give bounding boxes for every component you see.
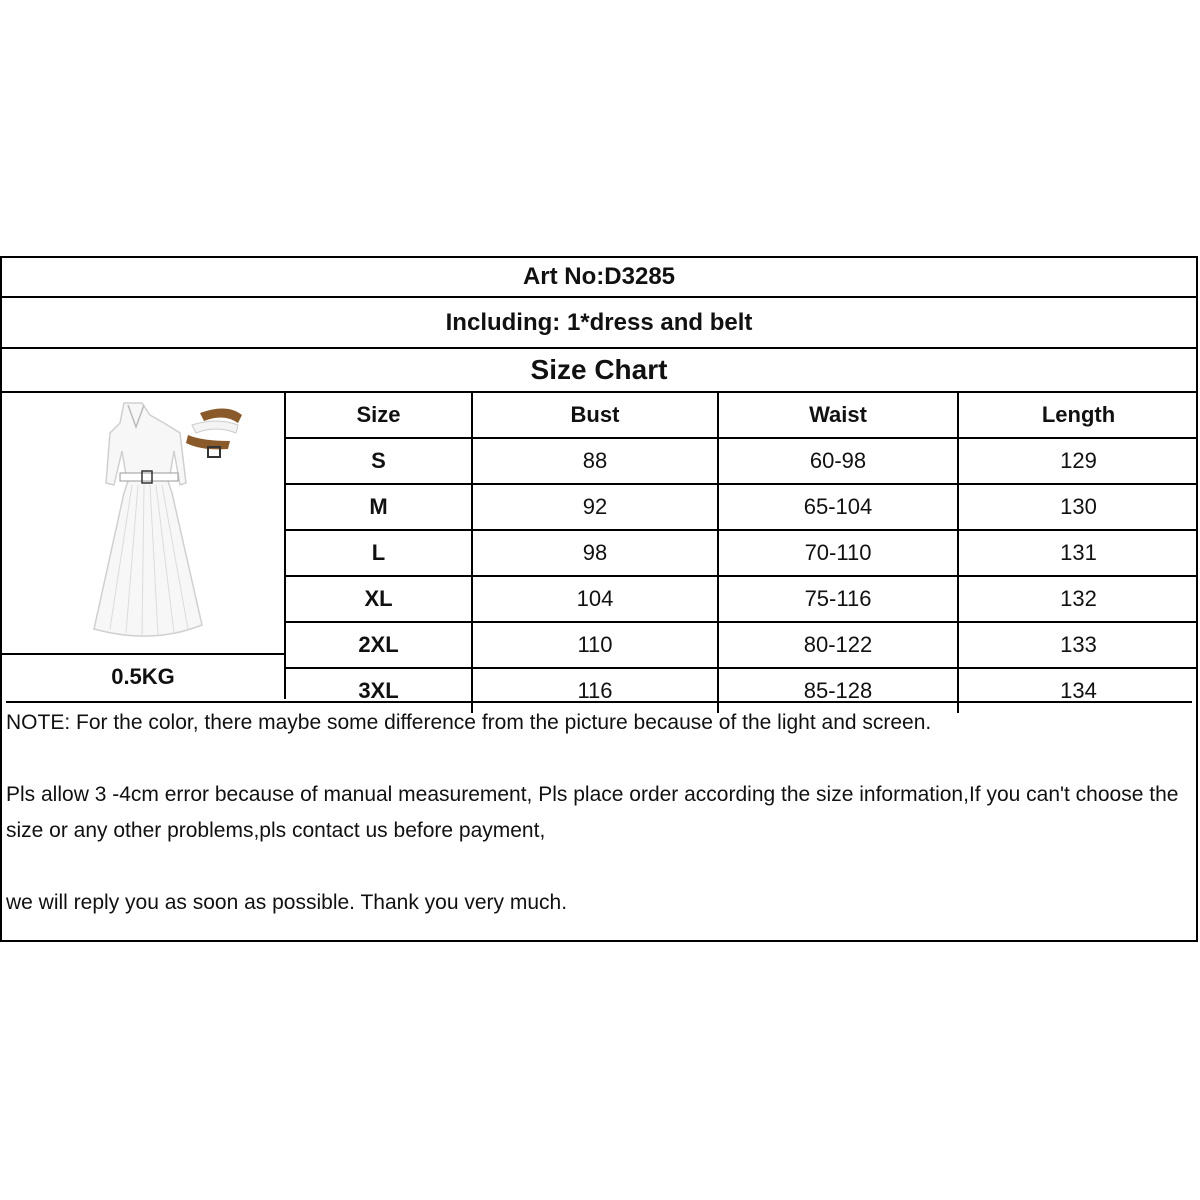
cell-length: 131 bbox=[958, 530, 1198, 576]
cell-length: 134 bbox=[958, 668, 1198, 713]
belt-icon bbox=[186, 408, 242, 457]
cell-waist: 80-122 bbox=[718, 622, 958, 668]
note-measurement: Pls allow 3 -4cm error because of manual measurement, Pls place order according the size information,If you can't choose the size or any other problems,pls contact us before payment, bbox=[6, 783, 1179, 842]
header-waist: Waist bbox=[718, 393, 958, 438]
table-row bbox=[286, 438, 1198, 484]
cell-waist: 65-104 bbox=[718, 484, 958, 530]
cell-bust: 92 bbox=[472, 484, 718, 530]
cell-size: L bbox=[286, 530, 472, 576]
size-chart-sheet bbox=[0, 256, 1198, 942]
notes-section bbox=[6, 701, 1192, 921]
cell-bust: 116 bbox=[472, 668, 718, 713]
cell-bust: 110 bbox=[472, 622, 718, 668]
cell-waist: 75-116 bbox=[718, 576, 958, 622]
cell-length: 130 bbox=[958, 484, 1198, 530]
cell-size: XL bbox=[286, 576, 472, 622]
table-row bbox=[286, 530, 1198, 576]
table-header-row bbox=[286, 393, 1198, 438]
cell-bust: 98 bbox=[472, 530, 718, 576]
cell-size: M bbox=[286, 484, 472, 530]
cell-size: S bbox=[286, 438, 472, 484]
cell-waist: 60-98 bbox=[718, 438, 958, 484]
cell-length: 129 bbox=[958, 438, 1198, 484]
table-row bbox=[286, 484, 1198, 530]
note-reply: we will reply you as soon as possible. Thank you very much. bbox=[6, 891, 568, 914]
including-text: Including: 1*dress and belt bbox=[2, 298, 1196, 349]
header-size: Size bbox=[286, 393, 472, 438]
cell-bust: 104 bbox=[472, 576, 718, 622]
size-grid bbox=[2, 393, 1198, 703]
header-bust: Bust bbox=[472, 393, 718, 438]
cell-waist: 85-128 bbox=[718, 668, 958, 713]
cell-waist: 70-110 bbox=[718, 530, 958, 576]
note-color: NOTE: For the color, there maybe some difference from the picture because of the light and screen. bbox=[6, 711, 932, 734]
table-row bbox=[286, 622, 1198, 668]
size-chart-title: Size Chart bbox=[2, 349, 1196, 393]
weight-label: 0.5KG bbox=[2, 655, 286, 699]
size-table bbox=[286, 393, 1198, 713]
cell-size: 3XL bbox=[286, 668, 472, 713]
art-number: Art No:D3285 bbox=[2, 258, 1196, 298]
table-row bbox=[286, 576, 1198, 622]
header-length: Length bbox=[958, 393, 1198, 438]
cell-length: 132 bbox=[958, 576, 1198, 622]
dress-illustration bbox=[2, 393, 284, 653]
cell-bust: 88 bbox=[472, 438, 718, 484]
cell-size: 2XL bbox=[286, 622, 472, 668]
cell-length: 133 bbox=[958, 622, 1198, 668]
dress-icon bbox=[94, 403, 202, 636]
product-image bbox=[2, 393, 286, 655]
